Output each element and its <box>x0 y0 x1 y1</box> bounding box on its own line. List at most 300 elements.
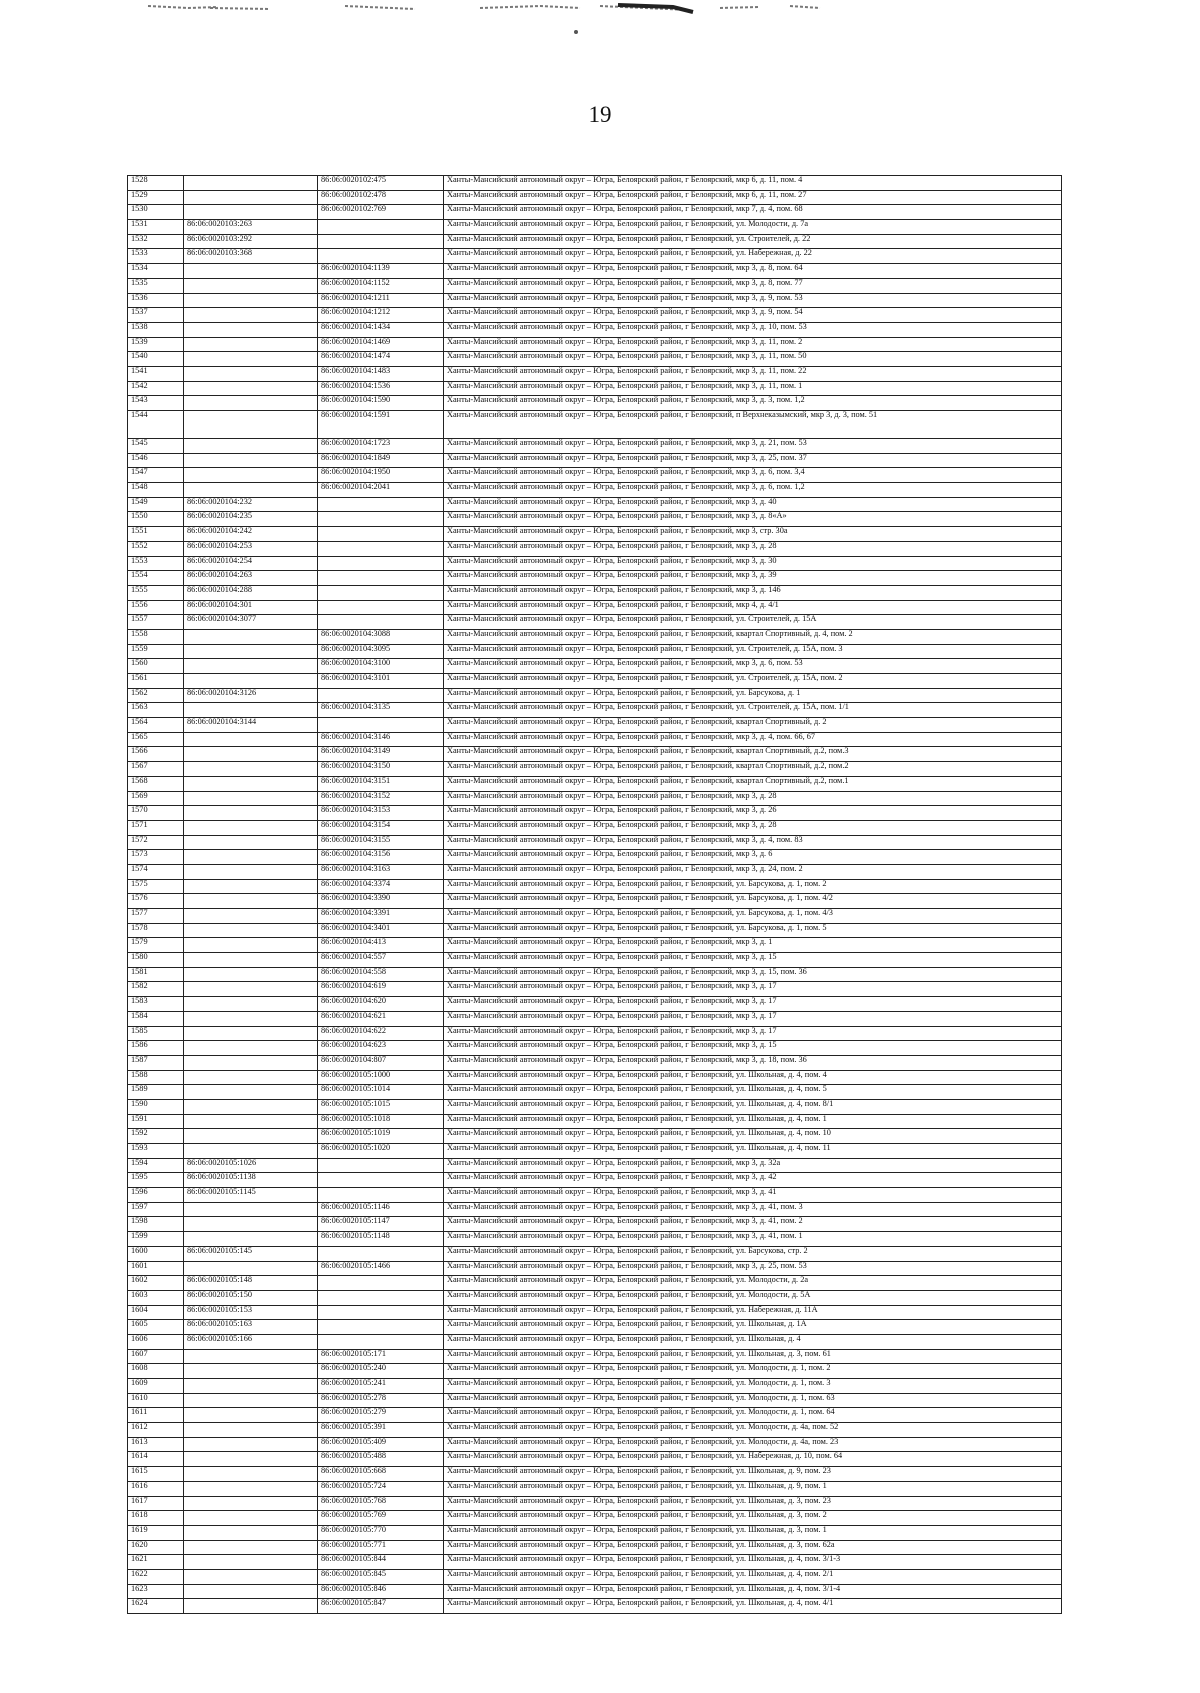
cadastral-number-premises <box>318 688 444 703</box>
address: Ханты-Мансийский автономный округ – Югра, Белоярский район, г Белоярский, ул. Школьная, д. 4, пом. 3/1-4 <box>444 1584 1062 1599</box>
row-number: 1605 <box>128 1320 184 1335</box>
address: Ханты-Мансийский автономный округ – Югра, Белоярский район, г Белоярский, мкр 3, д. 4, пом. 83 <box>444 835 1062 850</box>
row-number: 1555 <box>128 585 184 600</box>
row-number: 1584 <box>128 1011 184 1026</box>
address: Ханты-Мансийский автономный округ – Югра, Белоярский район, г Белоярский, мкр 3, д. 4, пом. 66, 67 <box>444 732 1062 747</box>
address: Ханты-Мансийский автономный округ – Югра, Белоярский район, г Белоярский, мкр 3, д. 42 <box>444 1173 1062 1188</box>
table-row <box>128 629 1062 644</box>
cadastral-number-premises: 86:06:0020105:1466 <box>318 1261 444 1276</box>
row-number: 1547 <box>128 468 184 483</box>
cadastral-number-premises: 86:06:0020105:1018 <box>318 1114 444 1129</box>
cadastral-number-premises: 86:06:0020105:240 <box>318 1364 444 1379</box>
table-row <box>128 850 1062 865</box>
table-row <box>128 879 1062 894</box>
table-row <box>128 644 1062 659</box>
table-row <box>128 1232 1062 1247</box>
cadastral-number-building <box>184 997 318 1012</box>
cadastral-number-building: 86:06:0020104:288 <box>184 585 318 600</box>
cadastral-number-building <box>184 703 318 718</box>
cadastral-number-premises <box>318 1276 444 1291</box>
cadastral-number-building <box>184 1261 318 1276</box>
cadastral-number-building: 86:06:0020103:368 <box>184 249 318 264</box>
table-row <box>128 835 1062 850</box>
cadastral-number-building <box>184 1452 318 1467</box>
address: Ханты-Мансийский автономный округ – Югра, Белоярский район, г Белоярский, ул. Барсукова, д. 1, пом. 4/2 <box>444 894 1062 909</box>
row-number: 1599 <box>128 1232 184 1247</box>
cadastral-number-premises: 86:06:0020105:409 <box>318 1437 444 1452</box>
cadastral-number-premises: 86:06:0020105:171 <box>318 1349 444 1364</box>
cadastral-number-building <box>184 791 318 806</box>
address: Ханты-Мансийский автономный округ – Югра, Белоярский район, г Белоярский, ул. Барсукова, д. 1, пом. 4/3 <box>444 909 1062 924</box>
cadastral-number-building <box>184 909 318 924</box>
address: Ханты-Мансийский автономный округ – Югра, Белоярский район, г Белоярский, мкр 3, д. 41 <box>444 1188 1062 1203</box>
row-number: 1588 <box>128 1070 184 1085</box>
address: Ханты-Мансийский автономный округ – Югра, Белоярский район, г Белоярский, мкр 3, д. 9, пом. 53 <box>444 293 1062 308</box>
table-row <box>128 1026 1062 1041</box>
address: Ханты-Мансийский автономный округ – Югра, Белоярский район, г Белоярский, мкр 3, д. 41, пом. 2 <box>444 1217 1062 1232</box>
cadastral-number-premises: 86:06:0020104:557 <box>318 953 444 968</box>
cadastral-number-premises: 86:06:0020102:475 <box>318 176 444 191</box>
row-number: 1609 <box>128 1379 184 1394</box>
cadastral-number-premises: 86:06:0020104:3100 <box>318 659 444 674</box>
address: Ханты-Мансийский автономный округ – Югра, Белоярский район, г Белоярский, ул. Школьная, д. 4, пом. 4 <box>444 1070 1062 1085</box>
cadastral-number-premises: 86:06:0020105:1146 <box>318 1202 444 1217</box>
table-row <box>128 308 1062 323</box>
address: Ханты-Мансийский автономный округ – Югра, Белоярский район, г Белоярский, мкр 6, д. 11, пом. 4 <box>444 176 1062 191</box>
table-row <box>128 1129 1062 1144</box>
row-number: 1580 <box>128 953 184 968</box>
table-row <box>128 1144 1062 1159</box>
address: Ханты-Мансийский автономный округ – Югра, Белоярский район, г Белоярский, мкр 3, д. 21, пом. 53 <box>444 439 1062 454</box>
table-row <box>128 205 1062 220</box>
cadastral-number-building: 86:06:0020104:3077 <box>184 615 318 630</box>
cadastral-number-building <box>184 820 318 835</box>
address: Ханты-Мансийский автономный округ – Югра, Белоярский район, г Белоярский, ул. Набережная, д. 11А <box>444 1305 1062 1320</box>
row-number: 1583 <box>128 997 184 1012</box>
row-number: 1577 <box>128 909 184 924</box>
address: Ханты-Мансийский автономный округ – Югра, Белоярский район, г Белоярский, ул. Школьная, д. 9, пом. 23 <box>444 1467 1062 1482</box>
cadastral-number-premises <box>318 527 444 542</box>
cadastral-number-premises <box>318 497 444 512</box>
cadastral-number-premises <box>318 541 444 556</box>
table-row <box>128 483 1062 498</box>
cadastral-number-building <box>184 411 318 439</box>
table-row <box>128 600 1062 615</box>
address: Ханты-Мансийский автономный округ – Югра, Белоярский район, г Белоярский, ул. Школьная, д. 3, пом. 2 <box>444 1511 1062 1526</box>
cadastral-number-building: 86:06:0020104:235 <box>184 512 318 527</box>
table-row <box>128 776 1062 791</box>
row-number: 1611 <box>128 1408 184 1423</box>
row-number: 1615 <box>128 1467 184 1482</box>
row-number: 1607 <box>128 1349 184 1364</box>
cadastral-number-building: 86:06:0020105:148 <box>184 1276 318 1291</box>
row-number: 1581 <box>128 967 184 982</box>
row-number: 1539 <box>128 337 184 352</box>
table-row <box>128 997 1062 1012</box>
cadastral-number-premises: 86:06:0020105:768 <box>318 1496 444 1511</box>
cadastral-number-building <box>184 938 318 953</box>
cadastral-number-premises: 86:06:0020104:807 <box>318 1055 444 1070</box>
property-registry-table <box>127 175 1062 1614</box>
address: Ханты-Мансийский автономный округ – Югра, Белоярский район, г Белоярский, мкр 3, д. 17 <box>444 997 1062 1012</box>
cadastral-number-premises: 86:06:0020104:558 <box>318 967 444 982</box>
row-number: 1558 <box>128 629 184 644</box>
cadastral-number-building <box>184 1085 318 1100</box>
table-row <box>128 411 1062 439</box>
address: Ханты-Мансийский автономный округ – Югра, Белоярский район, г Белоярский, ул. Молодости, д. 1, пом. 3 <box>444 1379 1062 1394</box>
address: Ханты-Мансийский автономный округ – Югра, Белоярский район, г Белоярский, ул. Школьная, д. 3, пом. 61 <box>444 1349 1062 1364</box>
cadastral-number-premises: 86:06:0020104:1139 <box>318 264 444 279</box>
table-row <box>128 1290 1062 1305</box>
address: Ханты-Мансийский автономный округ – Югра, Белоярский район, г Белоярский, ул. Школьная, д. 4 <box>444 1334 1062 1349</box>
table-row <box>128 1320 1062 1335</box>
table-row <box>128 1188 1062 1203</box>
cadastral-number-building <box>184 674 318 689</box>
page-number: 19 <box>588 102 612 127</box>
row-number: 1528 <box>128 176 184 191</box>
table-row <box>128 894 1062 909</box>
row-number: 1613 <box>128 1437 184 1452</box>
row-number: 1548 <box>128 483 184 498</box>
address: Ханты-Мансийский автономный округ – Югра, Белоярский район, г Белоярский, мкр 3, д. 1 <box>444 938 1062 953</box>
cadastral-number-building: 86:06:0020104:242 <box>184 527 318 542</box>
table-row <box>128 864 1062 879</box>
cadastral-number-premises <box>318 1246 444 1261</box>
cadastral-number-premises: 86:06:0020105:488 <box>318 1452 444 1467</box>
cadastral-number-building <box>184 337 318 352</box>
row-number: 1598 <box>128 1217 184 1232</box>
row-number: 1602 <box>128 1276 184 1291</box>
table-row <box>128 1481 1062 1496</box>
table-row <box>128 541 1062 556</box>
cadastral-number-premises: 86:06:0020104:1212 <box>318 308 444 323</box>
row-number: 1551 <box>128 527 184 542</box>
row-number: 1582 <box>128 982 184 997</box>
table-row <box>128 337 1062 352</box>
cadastral-number-building <box>184 1144 318 1159</box>
cadastral-number-building: 86:06:0020104:253 <box>184 541 318 556</box>
row-number: 1553 <box>128 556 184 571</box>
table-row <box>128 352 1062 367</box>
cadastral-number-premises: 86:06:0020102:478 <box>318 190 444 205</box>
cadastral-number-premises: 86:06:0020104:3150 <box>318 762 444 777</box>
cadastral-number-premises <box>318 1188 444 1203</box>
table-row <box>128 453 1062 468</box>
row-number: 1592 <box>128 1129 184 1144</box>
cadastral-number-building <box>184 629 318 644</box>
cadastral-number-premises: 86:06:0020104:620 <box>318 997 444 1012</box>
cadastral-number-building <box>184 1041 318 1056</box>
table-row <box>128 366 1062 381</box>
row-number: 1616 <box>128 1481 184 1496</box>
cadastral-number-premises: 86:06:0020104:1536 <box>318 381 444 396</box>
cadastral-number-building: 86:06:0020105:1026 <box>184 1158 318 1173</box>
table-row <box>128 571 1062 586</box>
cadastral-number-building <box>184 864 318 879</box>
row-number: 1621 <box>128 1555 184 1570</box>
cadastral-number-building <box>184 1408 318 1423</box>
row-number: 1624 <box>128 1599 184 1614</box>
cadastral-number-premises: 86:06:0020104:1211 <box>318 293 444 308</box>
cadastral-number-building: 86:06:0020104:301 <box>184 600 318 615</box>
cadastral-number-building <box>184 439 318 454</box>
row-number: 1531 <box>128 220 184 235</box>
address: Ханты-Мансийский автономный округ – Югра, Белоярский район, г Белоярский, мкр 3, д. 26 <box>444 806 1062 821</box>
table-row <box>128 1525 1062 1540</box>
address: Ханты-Мансийский автономный округ – Югра, Белоярский район, г Белоярский, мкр 3, стр. 30а <box>444 527 1062 542</box>
cadastral-number-building <box>184 1496 318 1511</box>
address: Ханты-Мансийский автономный округ – Югра, Белоярский район, г Белоярский, мкр 3, д. 146 <box>444 585 1062 600</box>
address: Ханты-Мансийский автономный округ – Югра, Белоярский район, г Белоярский, ул. Молодости, д. 1, пом. 64 <box>444 1408 1062 1423</box>
row-number: 1579 <box>128 938 184 953</box>
row-number: 1564 <box>128 718 184 733</box>
cadastral-number-premises: 86:06:0020104:3154 <box>318 820 444 835</box>
address: Ханты-Мансийский автономный округ – Югра, Белоярский район, г Белоярский, мкр 3, д. 11, пом. 22 <box>444 366 1062 381</box>
cadastral-number-premises: 86:06:0020104:3146 <box>318 732 444 747</box>
cadastral-number-premises: 86:06:0020102:769 <box>318 205 444 220</box>
cadastral-number-premises: 86:06:0020104:3153 <box>318 806 444 821</box>
row-number: 1563 <box>128 703 184 718</box>
table-row <box>128 953 1062 968</box>
cadastral-number-building: 86:06:0020105:153 <box>184 1305 318 1320</box>
row-number: 1559 <box>128 644 184 659</box>
row-number: 1537 <box>128 308 184 323</box>
cadastral-number-premises <box>318 512 444 527</box>
cadastral-number-premises: 86:06:0020104:3095 <box>318 644 444 659</box>
cadastral-number-building <box>184 850 318 865</box>
table-row <box>128 322 1062 337</box>
cadastral-number-premises <box>318 1290 444 1305</box>
address: Ханты-Мансийский автономный округ – Югра, Белоярский район, г Белоярский, мкр 3, д. 6, пом. 3,4 <box>444 468 1062 483</box>
cadastral-number-premises: 86:06:0020104:1483 <box>318 366 444 381</box>
row-number: 1596 <box>128 1188 184 1203</box>
cadastral-number-building <box>184 278 318 293</box>
cadastral-number-premises: 86:06:0020105:278 <box>318 1393 444 1408</box>
cadastral-number-building <box>184 1393 318 1408</box>
cadastral-number-building <box>184 352 318 367</box>
table-row <box>128 1334 1062 1349</box>
table-row <box>128 967 1062 982</box>
row-number: 1589 <box>128 1085 184 1100</box>
row-number: 1619 <box>128 1525 184 1540</box>
cadastral-number-premises: 86:06:0020105:769 <box>318 1511 444 1526</box>
table-row <box>128 1496 1062 1511</box>
address: Ханты-Мансийский автономный округ – Югра, Белоярский район, г Белоярский, ул. Барсукова, д. 1 <box>444 688 1062 703</box>
address: Ханты-Мансийский автономный округ – Югра, Белоярский район, г Белоярский, ул. Школьная, д. 4, пом. 3/1-3 <box>444 1555 1062 1570</box>
address: Ханты-Мансийский автономный округ – Югра, Белоярский район, г Белоярский, мкр 3, д. 9, пом. 54 <box>444 308 1062 323</box>
cadastral-number-building <box>184 205 318 220</box>
table-row <box>128 909 1062 924</box>
cadastral-number-building <box>184 1467 318 1482</box>
table-row <box>128 1511 1062 1526</box>
address: Ханты-Мансийский автономный округ – Югра, Белоярский район, г Белоярский, ул. Школьная, д. 9, пом. 1 <box>444 1481 1062 1496</box>
row-number: 1620 <box>128 1540 184 1555</box>
row-number: 1618 <box>128 1511 184 1526</box>
cadastral-number-building <box>184 762 318 777</box>
cadastral-number-building <box>184 468 318 483</box>
table-row <box>128 1349 1062 1364</box>
address: Ханты-Мансийский автономный округ – Югра, Белоярский район, г Белоярский, ул. Молодости, д. 7а <box>444 220 1062 235</box>
cadastral-number-building: 86:06:0020105:1145 <box>184 1188 318 1203</box>
row-number: 1568 <box>128 776 184 791</box>
table-row <box>128 293 1062 308</box>
table-row <box>128 249 1062 264</box>
row-number: 1550 <box>128 512 184 527</box>
cadastral-number-premises <box>318 234 444 249</box>
row-number: 1544 <box>128 411 184 439</box>
table-row <box>128 190 1062 205</box>
cadastral-number-building <box>184 1540 318 1555</box>
table-row <box>128 1379 1062 1394</box>
table-row <box>128 1114 1062 1129</box>
row-number: 1606 <box>128 1334 184 1349</box>
cadastral-number-building <box>184 1099 318 1114</box>
cadastral-number-premises: 86:06:0020104:621 <box>318 1011 444 1026</box>
cadastral-number-premises: 86:06:0020105:1147 <box>318 1217 444 1232</box>
cadastral-number-premises <box>318 585 444 600</box>
cadastral-number-building <box>184 1584 318 1599</box>
cadastral-number-building <box>184 190 318 205</box>
cadastral-number-premises: 86:06:0020105:241 <box>318 1379 444 1394</box>
cadastral-number-premises <box>318 1320 444 1335</box>
row-number: 1578 <box>128 923 184 938</box>
cadastral-number-building <box>184 1599 318 1614</box>
address: Ханты-Мансийский автономный округ – Югра, Белоярский район, г Белоярский, квартал Спортивный, д.2, пом.3 <box>444 747 1062 762</box>
row-number: 1574 <box>128 864 184 879</box>
row-number: 1557 <box>128 615 184 630</box>
cadastral-number-premises: 86:06:0020104:622 <box>318 1026 444 1041</box>
row-number: 1591 <box>128 1114 184 1129</box>
address: Ханты-Мансийский автономный округ – Югра, Белоярский район, г Белоярский, мкр 3, д. 11, пом. 1 <box>444 381 1062 396</box>
address: Ханты-Мансийский автономный округ – Югра, Белоярский район, г Белоярский, квартал Спортивный, д.2, пом.1 <box>444 776 1062 791</box>
cadastral-number-building <box>184 1525 318 1540</box>
row-number: 1608 <box>128 1364 184 1379</box>
cadastral-number-premises: 86:06:0020104:1591 <box>318 411 444 439</box>
address: Ханты-Мансийский автономный округ – Югра, Белоярский район, г Белоярский, ул. Школьная, д. 3, пом. 62а <box>444 1540 1062 1555</box>
address: Ханты-Мансийский автономный округ – Югра, Белоярский район, г Белоярский, квартал Спортивный, д. 4, пом. 2 <box>444 629 1062 644</box>
address: Ханты-Мансийский автономный округ – Югра, Белоярский район, г Белоярский, ул. Строителей, д. 22 <box>444 234 1062 249</box>
cadastral-number-premises: 86:06:0020104:3390 <box>318 894 444 909</box>
table-row <box>128 396 1062 411</box>
cadastral-number-premises: 86:06:0020104:3152 <box>318 791 444 806</box>
cadastral-number-premises: 86:06:0020104:3374 <box>318 879 444 894</box>
address: Ханты-Мансийский автономный округ – Югра, Белоярский район, г Белоярский, мкр 3, д. 28 <box>444 541 1062 556</box>
row-number: 1534 <box>128 264 184 279</box>
address: Ханты-Мансийский автономный округ – Югра, Белоярский район, г Белоярский, мкр 3, д. 25, пом. 53 <box>444 1261 1062 1276</box>
table-row <box>128 1217 1062 1232</box>
cadastral-number-premises: 86:06:0020105:847 <box>318 1599 444 1614</box>
table-row <box>128 1055 1062 1070</box>
row-number: 1573 <box>128 850 184 865</box>
table-row <box>128 1099 1062 1114</box>
cadastral-number-premises: 86:06:0020104:413 <box>318 938 444 953</box>
address: Ханты-Мансийский автономный округ – Югра, Белоярский район, г Белоярский, мкр 3, д. 6, пом. 1,2 <box>444 483 1062 498</box>
address: Ханты-Мансийский автономный округ – Югра, Белоярский район, г Белоярский, мкр 3, д. 6 <box>444 850 1062 865</box>
row-number: 1556 <box>128 600 184 615</box>
cadastral-number-premises: 86:06:0020105:844 <box>318 1555 444 1570</box>
table-row <box>128 615 1062 630</box>
cadastral-number-building <box>184 1129 318 1144</box>
row-number: 1562 <box>128 688 184 703</box>
table-row <box>128 747 1062 762</box>
cadastral-number-premises: 86:06:0020105:1019 <box>318 1129 444 1144</box>
cadastral-number-premises: 86:06:0020105:845 <box>318 1569 444 1584</box>
cadastral-number-building: 86:06:0020105:150 <box>184 1290 318 1305</box>
row-number: 1590 <box>128 1099 184 1114</box>
table-row <box>128 176 1062 191</box>
address: Ханты-Мансийский автономный округ – Югра, Белоярский район, г Белоярский, ул. Школьная, д. 3, пом. 1 <box>444 1525 1062 1540</box>
table-row <box>128 512 1062 527</box>
row-number: 1614 <box>128 1452 184 1467</box>
row-number: 1575 <box>128 879 184 894</box>
cadastral-number-building: 86:06:0020103:292 <box>184 234 318 249</box>
cadastral-number-building <box>184 264 318 279</box>
cadastral-number-premises: 86:06:0020104:1723 <box>318 439 444 454</box>
row-number: 1586 <box>128 1041 184 1056</box>
cadastral-number-premises: 86:06:0020105:770 <box>318 1525 444 1540</box>
cadastral-number-premises <box>318 615 444 630</box>
cadastral-number-building: 86:06:0020103:263 <box>184 220 318 235</box>
address: Ханты-Мансийский автономный округ – Югра, Белоярский район, г Белоярский, мкр 3, д. 11, пом. 2 <box>444 337 1062 352</box>
address: Ханты-Мансийский автономный округ – Югра, Белоярский район, г Белоярский, ул. Школьная, д. 4, пом. 11 <box>444 1144 1062 1159</box>
row-number: 1554 <box>128 571 184 586</box>
table-row <box>128 1070 1062 1085</box>
row-number: 1601 <box>128 1261 184 1276</box>
cadastral-number-building <box>184 1011 318 1026</box>
row-number: 1570 <box>128 806 184 821</box>
row-number: 1546 <box>128 453 184 468</box>
table-row <box>128 674 1062 689</box>
row-number: 1571 <box>128 820 184 835</box>
address: Ханты-Мансийский автономный округ – Югра, Белоярский район, г Белоярский, ул. Строителей, д. 15А <box>444 615 1062 630</box>
cadastral-number-building <box>184 806 318 821</box>
table-row <box>128 234 1062 249</box>
address: Ханты-Мансийский автономный округ – Югра, Белоярский район, г Белоярский, мкр 7, д. 4, пом. 68 <box>444 205 1062 220</box>
address: Ханты-Мансийский автономный округ – Югра, Белоярский район, г Белоярский, мкр 3, д. 41, пом. 1 <box>444 1232 1062 1247</box>
row-number: 1595 <box>128 1173 184 1188</box>
address: Ханты-Мансийский автономный округ – Югра, Белоярский район, г Белоярский, мкр 4, д. 4/1 <box>444 600 1062 615</box>
row-number: 1532 <box>128 234 184 249</box>
address: Ханты-Мансийский автономный округ – Югра, Белоярский район, г Белоярский, мкр 3, д. 24, пом. 2 <box>444 864 1062 879</box>
cadastral-number-building <box>184 967 318 982</box>
cadastral-number-building <box>184 835 318 850</box>
cadastral-number-premises: 86:06:0020105:1014 <box>318 1085 444 1100</box>
address: Ханты-Мансийский автономный округ – Югра, Белоярский район, г Белоярский, ул. Барсукова, д. 1, пом. 5 <box>444 923 1062 938</box>
table-row <box>128 1041 1062 1056</box>
cadastral-number-premises <box>318 600 444 615</box>
cadastral-number-building <box>184 1070 318 1085</box>
row-number: 1529 <box>128 190 184 205</box>
address: Ханты-Мансийский автономный округ – Югра, Белоярский район, г Белоярский, мкр 3, д. 15 <box>444 1041 1062 1056</box>
cadastral-number-premises <box>318 220 444 235</box>
cadastral-number-premises: 86:06:0020105:1015 <box>318 1099 444 1114</box>
address: Ханты-Мансийский автономный округ – Югра, Белоярский район, г Белоярский, ул. Молодости, д. 1, пом. 63 <box>444 1393 1062 1408</box>
row-number: 1545 <box>128 439 184 454</box>
address: Ханты-Мансийский автономный округ – Югра, Белоярский район, г Белоярский, мкр 3, д. 11, пом. 50 <box>444 352 1062 367</box>
table-row <box>128 1423 1062 1438</box>
cadastral-number-premises: 86:06:0020105:771 <box>318 1540 444 1555</box>
address: Ханты-Мансийский автономный округ – Югра, Белоярский район, г Белоярский, ул. Барсукова, д. 1, пом. 2 <box>444 879 1062 894</box>
cadastral-number-building <box>184 322 318 337</box>
cadastral-number-premises: 86:06:0020104:1152 <box>318 278 444 293</box>
row-number: 1622 <box>128 1569 184 1584</box>
table-row <box>128 497 1062 512</box>
cadastral-number-building <box>184 1026 318 1041</box>
address: Ханты-Мансийский автономный округ – Югра, Белоярский район, г Белоярский, ул. Набережная, д. 10, пом. 64 <box>444 1452 1062 1467</box>
address: Ханты-Мансийский автономный округ – Югра, Белоярский район, г Белоярский, п Верхнеказымский, мкр 3, д. 3, пом. 51 <box>444 411 1062 439</box>
address: Ханты-Мансийский автономный округ – Югра, Белоярский район, г Белоярский, мкр 3, д. 41, пом. 3 <box>444 1202 1062 1217</box>
cadastral-number-premises: 86:06:0020105:1148 <box>318 1232 444 1247</box>
